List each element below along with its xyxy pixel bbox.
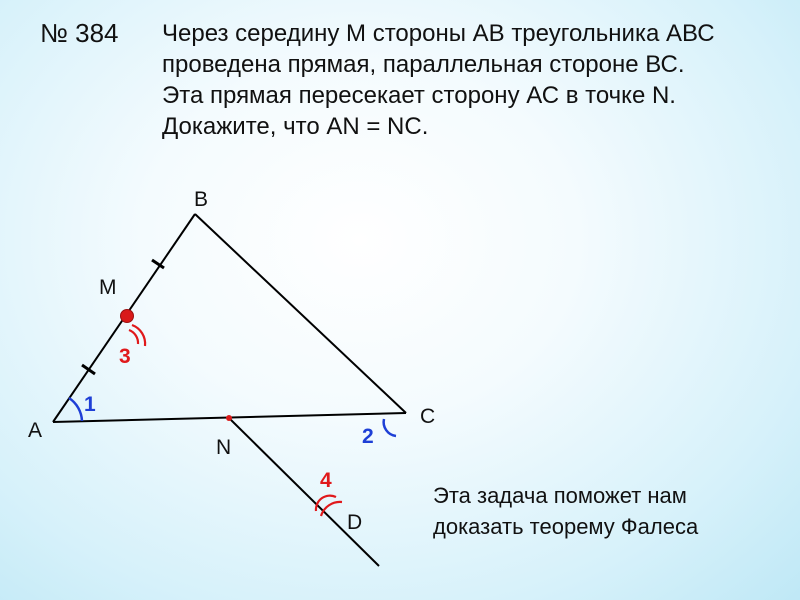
angle-label-1: 1 <box>84 393 96 416</box>
problem-line-4: Докажите, что АN = NС. <box>162 113 429 140</box>
label-point-b: В <box>194 188 209 211</box>
hint-line-1: Эта задача поможет нам <box>433 483 687 508</box>
label-point-m: М <box>99 276 117 299</box>
side-bc <box>195 214 406 413</box>
problem-line-2: проведена прямая, параллельная стороне ВС. <box>162 51 685 78</box>
label-point-c: С <box>420 405 436 428</box>
point-n-dot <box>226 415 232 421</box>
tick-mark-am <box>82 365 95 374</box>
angle-label-3: 3 <box>119 345 131 368</box>
label-point-a: А <box>28 419 43 442</box>
angle-label-4: 4 <box>320 469 332 492</box>
angle-arc-1 <box>69 398 82 421</box>
hint-text <box>433 480 698 542</box>
angle-arc-2 <box>384 419 396 436</box>
problem-line-3: Эта прямая пересекает сторону АС в точке N. <box>162 82 676 109</box>
angle-arc-3a <box>129 330 138 344</box>
problem-line-1: Через середину М стороны АВ треугольника АВС <box>162 20 715 47</box>
angle-arc-4b <box>321 502 342 516</box>
angle-label-2: 2 <box>362 425 374 448</box>
line-nd <box>229 418 379 566</box>
label-point-d: D <box>347 511 363 534</box>
problem-number: № 384 <box>40 18 119 48</box>
label-point-n: N <box>216 436 232 459</box>
hint-line-2: доказать теорему Фалеса <box>433 514 699 539</box>
point-m-dot <box>121 310 134 323</box>
